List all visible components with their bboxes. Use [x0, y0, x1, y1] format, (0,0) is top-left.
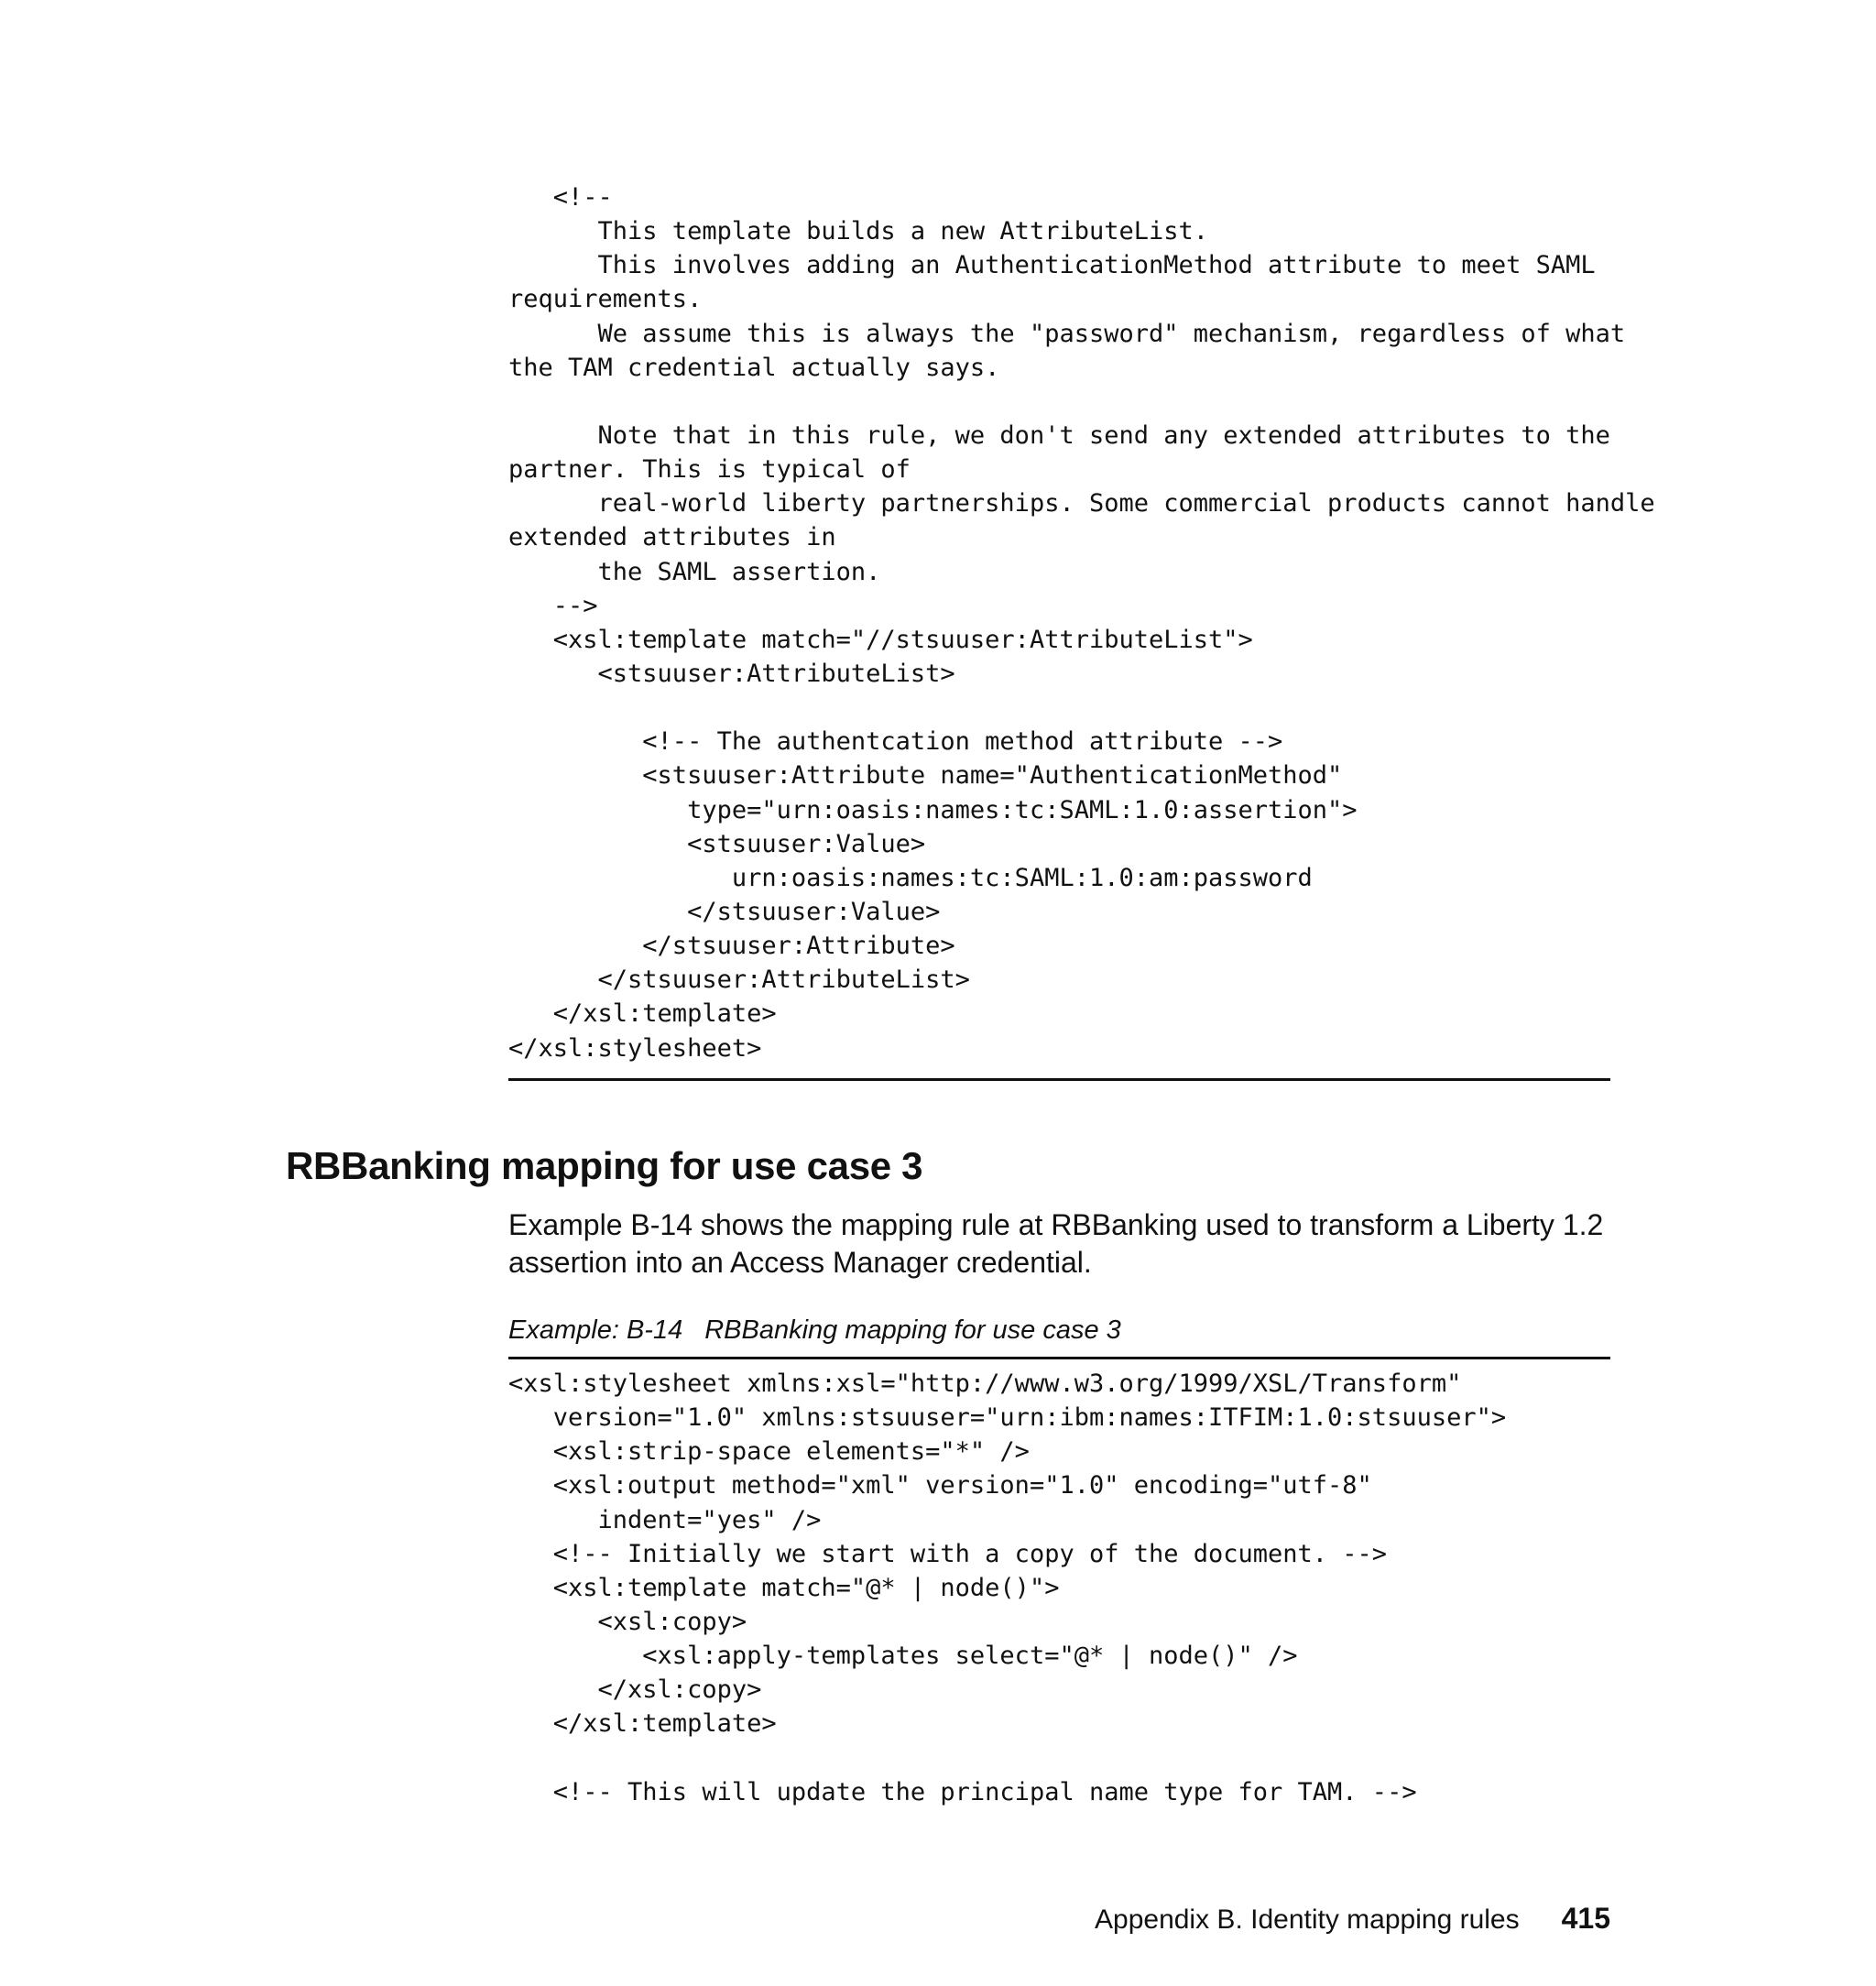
page-number: 415	[1561, 1902, 1610, 1935]
code-line: <xsl:strip-space elements="*" />	[508, 1437, 1030, 1467]
code-line: <stsuuser:AttributeList>	[508, 659, 955, 688]
code-line: <stsuuser:Value>	[508, 829, 926, 858]
code-line: Note that in this rule, we don't send any extended attributes to the	[508, 420, 1610, 450]
example-caption	[508, 1312, 1121, 1348]
code-line: </xsl:stylesheet>	[508, 1033, 762, 1063]
code-line: <!-- This will update the principal name type for TAM. -->	[508, 1777, 1417, 1806]
code-line: <xsl:stylesheet xmlns:xsl="http://www.w3.org/1999/XSL/Transform"	[508, 1369, 1462, 1398]
code-line: urn:oasis:names:tc:SAML:1.0:am:password	[508, 863, 1313, 892]
code-line: This template builds a new AttributeList.	[508, 217, 1209, 246]
code-line: This involves adding an AuthenticationMethod attribute to meet SAML	[508, 251, 1596, 280]
page-footer	[1095, 1900, 1610, 1938]
code-line: </stsuuser:Attribute>	[508, 932, 955, 961]
code-line: <xsl:copy>	[508, 1607, 747, 1636]
code-line	[508, 1741, 1608, 1775]
code-line: <xsl:template match="//stsuuser:AttributeList">	[508, 625, 1253, 654]
code-line: We assume this is always the "password" mechanism, regardless of what	[508, 319, 1626, 348]
footer-chapter: Appendix B. Identity mapping rules	[1095, 1904, 1520, 1935]
code-line: <!--	[508, 183, 613, 212]
code-line: </xsl:copy>	[508, 1675, 762, 1705]
code-line: extended attributes in	[508, 523, 836, 552]
code-line: </xsl:template>	[508, 1709, 777, 1739]
code-line: <xsl:template match="@* | node()">	[508, 1573, 1060, 1602]
code-line: the SAML assertion.	[508, 557, 881, 586]
code-line: -->	[508, 591, 598, 620]
section-heading: RBBanking mapping for use case 3	[286, 1144, 923, 1187]
code-line: version="1.0" xmlns:stsuuser="urn:ibm:names:ITFIM:1.0:stsuuser">	[508, 1403, 1507, 1433]
code-line	[508, 691, 1608, 725]
code-line: real-world liberty partnerships. Some commercial products cannot handle	[508, 489, 1655, 518]
code-line: indent="yes" />	[508, 1505, 822, 1534]
code-listing-b14	[508, 1367, 1608, 1809]
code-line: </stsuuser:AttributeList>	[508, 966, 970, 995]
example-label: Example: B-14	[508, 1315, 683, 1345]
code-line: <xsl:apply-templates select="@* | node()" />	[508, 1642, 1298, 1671]
code-line: </xsl:template>	[508, 999, 777, 1029]
code-line: <stsuuser:Attribute name="AuthenticationMethod"	[508, 761, 1343, 791]
code-line: </stsuuser:Value>	[508, 897, 941, 926]
code-line: the TAM credential actually says.	[508, 353, 1000, 382]
example-end-rule	[508, 1078, 1610, 1081]
code-line: partner. This is typical of	[508, 455, 911, 485]
code-line: <!-- The authentcation method attribute -->	[508, 727, 1283, 757]
example-title: RBBanking mapping for use case 3	[704, 1315, 1121, 1345]
code-listing-continued	[508, 180, 1655, 1065]
body-paragraph: Example B-14 shows the mapping rule at RBBanking used to transform a Liberty 1.2 assertion into an Access Manager credential.	[508, 1208, 1604, 1279]
code-line: <!-- Initially we start with a copy of the document. -->	[508, 1539, 1388, 1568]
example-start-rule	[508, 1357, 1610, 1359]
code-line	[508, 385, 1608, 419]
code-line: <xsl:output method="xml" version="1.0" encoding="utf-8"	[508, 1471, 1372, 1500]
code-line: type="urn:oasis:names:tc:SAML:1.0:assertion">	[508, 795, 1358, 824]
code-line: requirements.	[508, 285, 703, 314]
